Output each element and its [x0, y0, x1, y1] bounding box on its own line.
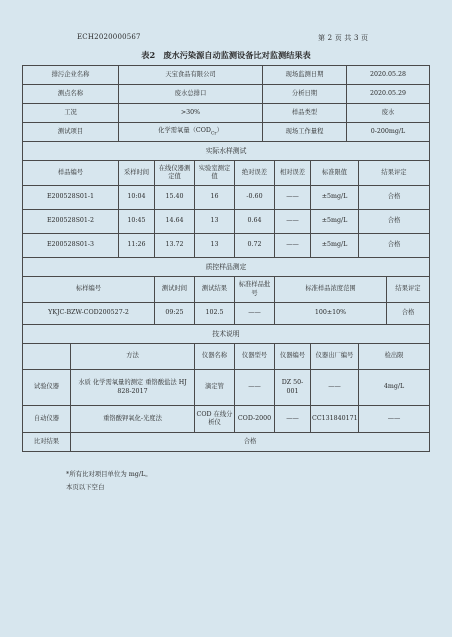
blank-note: 本页以下空白	[66, 483, 105, 491]
analysis-date-value: 2020.05.29	[347, 85, 430, 104]
cell-sampling-time: 10:04	[119, 186, 155, 210]
cell-absolute-error: 0.72	[235, 234, 275, 258]
point-label: 测点名称	[23, 85, 119, 104]
col-test-time: 测试时间	[155, 277, 195, 303]
company-value: 天宝食品有限公司	[119, 66, 263, 85]
site-date-label: 现场监测日期	[263, 66, 347, 85]
cell-test-result: 102.5	[195, 303, 235, 325]
cell-relative-error: ——	[275, 234, 311, 258]
comparison-table	[22, 65, 430, 452]
sample-type-value: 废水	[347, 104, 430, 123]
cell-sample-id: E200528S01-1	[23, 186, 119, 210]
col-sample-id: 样品编号	[23, 161, 119, 186]
result-value: 合格	[71, 433, 430, 452]
cell-relative-error: ——	[275, 186, 311, 210]
cell-test-time: 09:25	[155, 303, 195, 325]
actual-section-header: 实际水样测试	[23, 142, 430, 161]
cell-sampling-time: 11:26	[119, 234, 155, 258]
table-title: 表2 废水污染源自动监测设备比对监测结果表	[141, 50, 311, 60]
cell-instrument-model: ——	[235, 370, 275, 406]
table-row	[23, 406, 430, 433]
report-number: ECH2020000567	[77, 33, 141, 41]
col-lab-value: 实验室测定值	[195, 161, 235, 186]
cell-instrument-name: 滴定管	[195, 370, 235, 406]
cell-method: 水质 化学需氧量的测定 重铬酸盐法 HJ 828-2017	[71, 370, 195, 406]
cell-detection-limit: 4mg/L	[359, 370, 430, 406]
table-row	[23, 234, 430, 258]
range-value: 0-200mg/L	[347, 123, 430, 142]
cell-sampling-time: 10:45	[119, 210, 155, 234]
col-instrument-name: 仪器名称	[195, 344, 235, 370]
site-date-value: 2020.05.28	[347, 66, 430, 85]
cell-standard-limit: ±5mg/L	[311, 210, 359, 234]
cell-absolute-error: 0.64	[235, 210, 275, 234]
range-label: 现场工作量程	[263, 123, 347, 142]
cell-instrument-type: 试验仪器	[23, 370, 71, 406]
cell-instrument-number: ——	[275, 406, 311, 433]
item-text: 化学需氧量（COD	[158, 126, 211, 134]
cell-online-value: 14.64	[155, 210, 195, 234]
cell-lab-value: 13	[195, 234, 235, 258]
cell-instrument-model: COD-2000	[235, 406, 275, 433]
cell-concentration-range: 100±10%	[275, 303, 387, 325]
tech-section-header: 技术说明	[23, 325, 430, 344]
col-online-value: 在线仪器测定值	[155, 161, 195, 186]
cell-detection-limit: ——	[359, 406, 430, 433]
col-batch-number: 标准样品批号	[235, 277, 275, 303]
col-result: 结果评定	[359, 161, 430, 186]
col-instrument-model: 仪器型号	[235, 344, 275, 370]
company-label: 排污企业名称	[23, 66, 119, 85]
table-row	[23, 303, 430, 325]
cell-sample-id: E200528S01-2	[23, 210, 119, 234]
cell-instrument-type: 自动仪器	[23, 406, 71, 433]
col-factory-number: 仪器出厂编号	[311, 344, 359, 370]
result-label: 比对结果	[23, 433, 71, 452]
cell-absolute-error: -0.60	[235, 186, 275, 210]
cell-standard-id: YKJC-BZW-COD200527-2	[23, 303, 155, 325]
cell-lab-value: 13	[195, 210, 235, 234]
sample-type-label: 样品类型	[263, 104, 347, 123]
cell-result: 合格	[359, 210, 430, 234]
col-qc-result: 结果评定	[387, 277, 430, 303]
condition-value: >30%	[119, 104, 263, 123]
page-number: 第 2 页 共 3 页	[318, 34, 369, 42]
col-absolute-error: 绝对误差	[235, 161, 275, 186]
unit-note: *所有比对项目单位为 mg/L。	[66, 470, 152, 478]
cell-method: 重铬酸钾氧化-光度法	[71, 406, 195, 433]
cell-sample-id: E200528S01-3	[23, 234, 119, 258]
col-relative-error: 相对误差	[275, 161, 311, 186]
analysis-date-label: 分析日期	[263, 85, 347, 104]
col-sampling-time: 采样时间	[119, 161, 155, 186]
cell-instrument-number: DZ 50-001	[275, 370, 311, 406]
qc-section-header: 质控样品测定	[23, 258, 430, 277]
item-label: 测试项目	[23, 123, 119, 142]
item-value	[119, 123, 263, 142]
table-row	[23, 186, 430, 210]
cell-result: 合格	[359, 234, 430, 258]
cell-online-value: 13.72	[155, 234, 195, 258]
tech-corner	[23, 344, 71, 370]
cell-lab-value: 16	[195, 186, 235, 210]
cell-relative-error: ——	[275, 210, 311, 234]
item-subscript: Cr	[210, 131, 217, 137]
item-close: ）	[216, 126, 223, 134]
cell-online-value: 15.40	[155, 186, 195, 210]
col-standard-id: 标样编号	[23, 277, 155, 303]
point-value: 废水总排口	[119, 85, 263, 104]
col-test-result: 测试结果	[195, 277, 235, 303]
col-detection-limit: 检出限	[359, 344, 430, 370]
cell-qc-result: 合格	[387, 303, 430, 325]
cell-result: 合格	[359, 186, 430, 210]
cell-standard-limit: ±5mg/L	[311, 234, 359, 258]
cell-instrument-name: COD 在线分析仪	[195, 406, 235, 433]
cell-factory-number: CC131840171	[311, 406, 359, 433]
col-method: 方法	[71, 344, 195, 370]
cell-batch-number: ——	[235, 303, 275, 325]
cell-standard-limit: ±5mg/L	[311, 186, 359, 210]
col-instrument-number: 仪器编号	[275, 344, 311, 370]
table-row	[23, 370, 430, 406]
condition-label: 工况	[23, 104, 119, 123]
cell-factory-number: ——	[311, 370, 359, 406]
col-standard-limit: 标准限值	[311, 161, 359, 186]
table-row	[23, 210, 430, 234]
col-concentration-range: 标准样品浓度范围	[275, 277, 387, 303]
